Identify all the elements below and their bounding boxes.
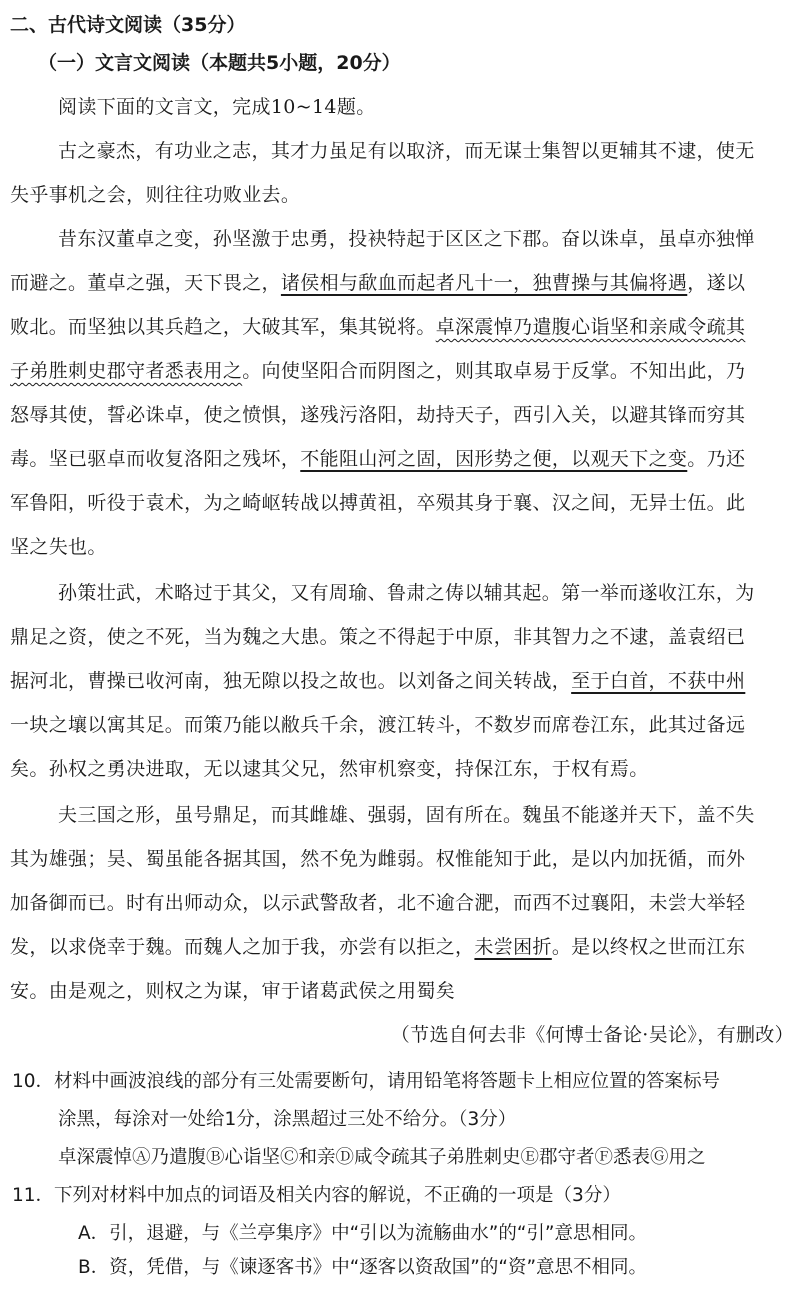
underlined-phrase: 诸侯相与歃血而起者凡十一，独曹操与其偏将遇 <box>280 272 688 294</box>
question-10-line-2: 涂黑，每涂对一处给1分，涂黑超过三处不给分。（3分） <box>58 1109 517 1130</box>
passage-line: 鼎足之资，使之不死，当为魏之大患。策之不得起于中原，非其智力之不逮，盖袁绍已 <box>10 626 746 648</box>
question-11-option-a: A．引，退避，与《兰亭集序》中“引以为流觞曲水”的“引”意思相同。 <box>78 1223 647 1244</box>
section-title: 二、古代诗文阅读（35分） <box>10 14 246 36</box>
passage-line: 安。由是观之，则权之为谋，审于诸葛武侯之用蜀矣 <box>10 980 456 1002</box>
passage-line: 古之豪杰，有功业之志，其才力虽足有以取济，而无谋士集智以更辅其不逮，使无 <box>58 140 755 162</box>
question-11-stem: 11．下列对材料中加点的词语及相关内容的解说，不正确的一项是（3分） <box>12 1185 621 1206</box>
instruction: 阅读下面的文言文，完成10~14题。 <box>58 96 376 118</box>
underlined-phrase: 不能阻山河之固，因形势之便，以观天下之变 <box>300 448 688 470</box>
passage-line: 坚之失也。 <box>10 536 107 558</box>
passage-line: 败北。而坚独以其兵趋之，大破其军，集其锐将。卓深震悼乃遣腹心诣坚和亲咸令疏其 <box>10 316 746 338</box>
passage-line: 夫三国之形，虽号鼎足，而其雌雄、强弱，固有所在。魏虽不能遂并天下，盖不失 <box>58 804 755 826</box>
passage-line: 毒。坚已驱卓而收复洛阳之残坏，不能阻山河之固，因形势之便，以观天下之变。乃还 <box>10 448 746 470</box>
passage-line: 其为雄强；吴、蜀虽能各据其国，然不免为雌弱。权惟能知于此，是以内加抚循，而外 <box>10 848 746 870</box>
passage-line: 军鲁阳，听役于袁术，为之崎岖转战以搏黄祖，卒殒其身于襄、汉之间，无异士伍。此 <box>10 492 746 514</box>
passage-line: 失乎事机之会，则往往功败业去。 <box>10 184 301 206</box>
question-10-answer-grid: 卓深震悼Ⓐ乃遣腹Ⓑ心诣坚Ⓒ和亲Ⓓ咸令疏其子弟胜刺史Ⓔ郡守者Ⓕ悉表Ⓖ用之 <box>58 1147 706 1168</box>
passage-line: 一块之壤以寓其足。而策乃能以敝兵千余，渡江转斗，不数岁而席卷江东，此其过备远 <box>10 714 746 736</box>
passage-line: 发，以求侥幸于魏。而魏人之加于我，亦尝有以拒之，未尝困折。是以终权之世而江东 <box>10 936 746 958</box>
question-10-line-1: 10．材料中画波浪线的部分有三处需要断句，请用铅笔将答题卡上相应位置的答案标号 <box>12 1071 721 1092</box>
section-subtitle: （一）文言文阅读（本题共5小题，20分） <box>38 52 401 74</box>
wavy-underlined-phrase: 卓深震悼乃遣腹心诣坚和亲咸令疏其 <box>435 316 746 338</box>
passage-line: 加备御而已。时有出师动众，以示武警敌者，北不逾合淝，而西不过襄阳，未尝大举轻 <box>10 892 746 914</box>
wavy-underlined-phrase: 子弟胜刺史郡守者悉表用之 <box>10 360 243 382</box>
passage-line: 而避之。董卓之强，天下畏之，诸侯相与歃血而起者凡十一，独曹操与其偏将遇，遂以 <box>10 272 746 294</box>
passage-line: 矣。孙权之勇决进取，无以逮其父兄，然审机察变，持保江东，于权有焉。 <box>10 758 649 780</box>
passage-source: （节选自何去非《何博士备论·吴论》，有删改） <box>390 1024 794 1046</box>
question-11-option-b: B．资，凭借，与《谏逐客书》中“逐客以资敌国”的“资”意思不相同。 <box>78 1257 648 1278</box>
passage-line: 怒辱其使，誓必诛卓，使之愤惧，遂残污洛阳，劫持天子，西引入关，以避其锋而穷其 <box>10 404 746 426</box>
passage-line: 据河北，曹操已收河南，独无隙以投之故也。以刘备之间关转战，至于白首，不获中州 <box>10 670 746 692</box>
passage-line: 孙策壮武，术略过于其父，又有周瑜、鲁肃之俦以辅其起。第一举而遂收江东，为 <box>58 582 755 604</box>
underlined-phrase: 未尝困折 <box>474 936 552 958</box>
passage-line: 昔东汉董卓之变，孙坚激于忠勇，投袂特起于区区之下郡。奋以诛卓，虽卓亦独惮 <box>58 228 755 250</box>
underlined-phrase: 至于白首，不获中州 <box>571 670 746 692</box>
passage-line: 子弟胜刺史郡守者悉表用之。向使坚阳合而阴图之，则其取卓易于反掌。不知出此，乃 <box>10 360 746 382</box>
